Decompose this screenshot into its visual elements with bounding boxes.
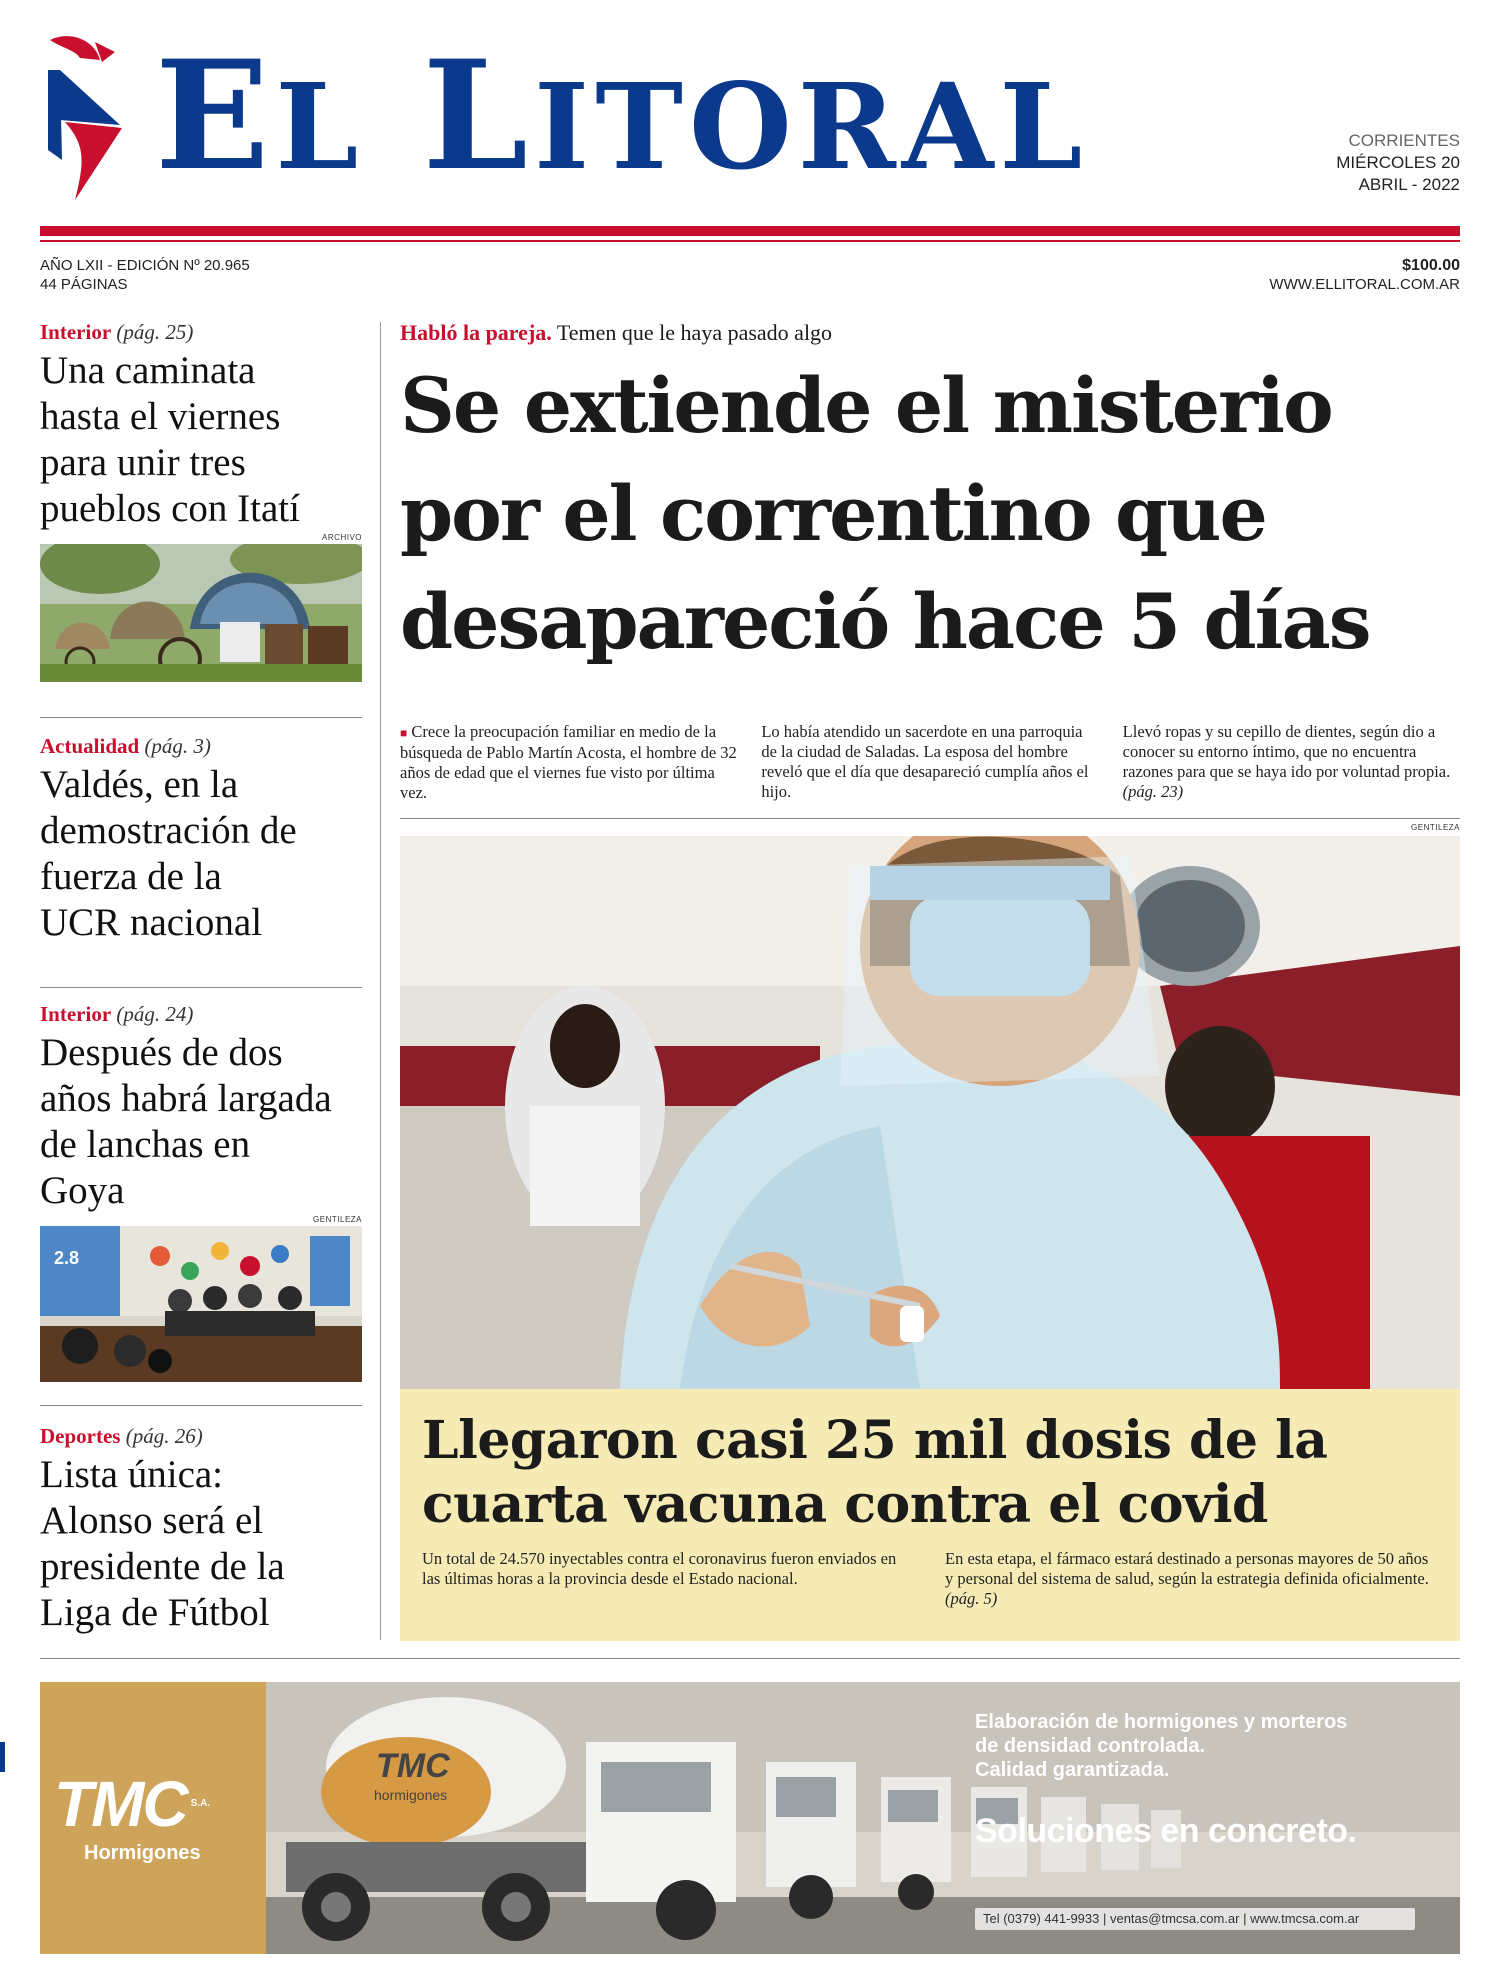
website-link[interactable]: WWW.ELLITORAL.COM.AR — [1269, 276, 1460, 293]
left-briefs-column — [40, 318, 362, 1662]
ad-contact-bar[interactable]: Tel (0379) 441-9933 | ventas@tmcsa.com.ar | www.tmcsa.com.ar — [975, 1908, 1415, 1930]
city-label: CORRIENTES — [1348, 131, 1460, 150]
price: $100.00 — [1402, 257, 1460, 274]
ad-divider — [40, 1658, 1460, 1659]
vaccine-body — [422, 1549, 1438, 1609]
vaccine-paragraph-2: En esta etapa, el fármaco estará destinado a personas mayores de 50 años y personal del sistema de salud, según la estrategia definida oficialmente. (pág. 5) — [945, 1549, 1429, 1608]
lead-paragraph-1: ■ Crece la preocupación familiar en medio de la búsqueda de Pablo Martín Acosta, el hombre de 32 años de edad que el viernes fue visto por última vez. — [400, 722, 737, 802]
column-divider — [380, 322, 381, 1640]
photo-credit: GENTILEZA — [313, 1215, 362, 1224]
brief-sports[interactable] — [40, 1422, 362, 1662]
date-weekday: MIÉRCOLES 20 — [1336, 153, 1460, 172]
brief-headline: Después de dos años habrá largada de lanchas en Goya — [40, 1031, 332, 1212]
masthead — [40, 30, 1460, 220]
lead-paragraph-2: Lo había atendido un sacerdote en una parroquia de la ciudad de Saladas. La esposa del hombre reveló que el día que desapareció cumplía años el hijo. — [761, 722, 1089, 801]
vaccination-photo — [400, 836, 1460, 1389]
photo-credit: ARCHIVO — [322, 533, 362, 542]
brief-headline: Una caminata hasta el viernes para unir tres pueblos con Itatí — [40, 349, 300, 530]
date-block — [1336, 130, 1460, 196]
masthead-thin-rule — [40, 240, 1460, 242]
lead-headline: Se extiende el misterio por el correntino que desapareció hace 5 días — [400, 361, 1370, 666]
ad-slogan: Soluciones en concreto. — [975, 1812, 1357, 1850]
masthead-red-rule — [40, 226, 1460, 236]
brief-boats[interactable] — [40, 1000, 362, 1406]
section-tag: Interior (pág. 24) — [40, 1002, 194, 1026]
svg-text:2.8: 2.8 — [54, 1248, 80, 1268]
date-month-year: ABRIL - 2022 — [1358, 175, 1460, 194]
ad-description: Elaboración de hormigones y morteros de densidad controlada. Calidad garantizada. — [975, 1711, 1348, 1781]
section-tag: Actualidad (pág. 3) — [40, 734, 211, 758]
ad-logo-panel — [40, 1682, 266, 1954]
svg-text:TMC: TMC — [376, 1747, 450, 1785]
brief-headline: Valdés, en la demostración de fuerza de la UCR nacional — [40, 763, 297, 944]
lead-paragraph-3: Llevó ropas y su cepillo de dientes, según dio a conocer su entorno íntimo, que no encuentra razones para que se haya ido por voluntad propia. (pág. 23) — [1122, 722, 1451, 801]
vaccine-headline: Llegaron casi 25 mil dosis de la cuarta vacuna contra el covid — [422, 1410, 1328, 1535]
edition-number: AÑO LXII - EDICIÓN Nº 20.965 — [40, 257, 250, 274]
newspaper-title: EL LITORAL — [155, 28, 1089, 204]
lead-kicker: Habló la pareja. Temen que le haya pasado algo — [400, 320, 833, 345]
tmc-advertisement[interactable] — [40, 1682, 1460, 1954]
photo-credit: GENTILEZA — [1411, 823, 1460, 832]
lead-story[interactable] — [400, 318, 1460, 802]
press-conference-photo — [40, 1226, 362, 1382]
vaccine-paragraph-1: Un total de 24.570 inyectables contra el coronavirus fueron enviados en las últimas horas a la provincia desde el Estado nacional. — [422, 1549, 897, 1588]
page-edge-marker — [0, 1742, 5, 1772]
brief-valdes[interactable] — [40, 732, 362, 988]
brief-headline: Lista única: Alonso será el presidente de la Liga de Fútbol — [40, 1453, 285, 1634]
tmc-logo: TMC S.A. — [54, 1768, 211, 1840]
pilgrimage-photo — [40, 544, 362, 682]
ad-logo-subtitle: Hormigones — [84, 1842, 201, 1864]
section-tag: Deportes (pág. 26) — [40, 1424, 203, 1448]
svg-text:hormigones: hormigones — [374, 1787, 448, 1803]
price-block — [1269, 256, 1460, 294]
section-tag: Interior (pág. 25) — [40, 320, 194, 344]
vaccine-story[interactable] — [400, 1389, 1460, 1641]
edition-info — [40, 256, 250, 294]
page-count: 44 PÁGINAS — [40, 276, 128, 293]
lead-body — [400, 722, 1460, 803]
brief-walk[interactable] — [40, 318, 362, 718]
lead-divider — [400, 818, 1460, 819]
newspaper-logo-icon — [40, 30, 130, 210]
